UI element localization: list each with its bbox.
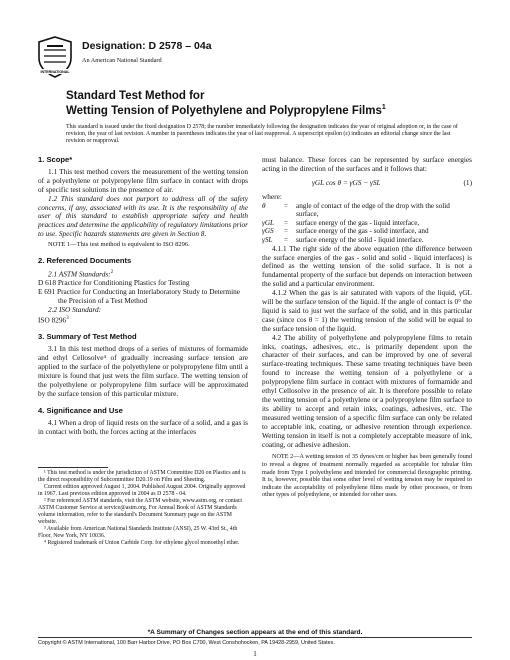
astm-logo-icon — [38, 36, 72, 78]
definition-sym: γSL — [262, 236, 273, 244]
section-2-heading: 2. Referenced Documents — [38, 256, 132, 266]
section-3-heading: 3. Summary of Test Method — [38, 332, 137, 342]
note-2: NOTE 2—A wetting tension of 35 dynes/cm or higher has been generally found to reveal a degree of treatment normally regarded as acceptable for tubular film made from Type 1 polyethylene and intended for commercial flexographic printing. It is, however, possible that some other level of wetting tension may be required to indicate the acceptability of polyethylene films made by other processes, or from other types of polyethylene, or intended for other uses. — [262, 453, 472, 499]
para-4-1-1: 4.1.1 The right side of the above equation (the difference between the surface energies of the gas - solid and solid - liquid interfaces) is defined as the wetting tension of the solid surface. It is not a fundamental property of the surface but depends on interaction between the solid and a particular environment. — [262, 243, 472, 289]
para-2-2: 2.2 ISO Standard: — [48, 305, 102, 315]
reference-d618: D 618 Practice for Conditioning Plastics for Testing — [38, 278, 190, 288]
definition-sym: θ — [262, 201, 266, 210]
left-column — [38, 156, 248, 436]
definition-eq: = — [284, 236, 289, 244]
para-4-1-2: 4.1.2 When the gas is air saturated with vapors of the liquid, γGL will be the surface tension of the liquid. If the angle of contact is 0° the liquid is said to just wet the surface of the solid, and in this particular case (since cos θ = 1) the wetting tension of the solid will be equal to the surface tension of the liquid. — [262, 288, 472, 333]
footer-divider — [38, 637, 472, 638]
footnote-1: ¹ This test method is under the jurisdiction of ASTM Committee D20 on Plastics and is the direct responsibility of Subcommittee D20.19 on Film and Sheeting. — [38, 470, 246, 483]
reference-iso8296: ISO 8296$^3$ — [38, 315, 69, 325]
footnote-4: ⁴ Registered trademark of Union Carbide Corp. for ethylene glycol monoethyl ether. — [44, 540, 240, 546]
definition-eq: = — [284, 227, 289, 236]
section-1-heading: 1. Scope* — [38, 155, 73, 164]
right-column — [262, 156, 472, 499]
designation: Designation: D 2578 – 04a — [82, 40, 212, 52]
definition-row — [262, 202, 472, 219]
page-number: 1 — [253, 650, 257, 658]
title-line1: Standard Test Method for — [66, 90, 205, 102]
note-1: NOTE 1—This test method is equivalent to ISO 8296. — [48, 241, 190, 249]
reference-e691: E 691 Practice for Conducting an Interlaboratory Study to Determine the Precision of a Test Method — [38, 287, 241, 306]
para-4-2: 4.2 The ability of polyethylene and polypropylene films to retain inks, coatings, adhesives, etc., is primarily dependent upon the character of their surfaces, and can be improved by one of several surface-treating techniques. These same treating techniques have been found to increase the wetting tension of a polyethylene or a polypropylene film surface in contact with mixtures of formamide and ethyl Cellosolve in the presence of air. It is therefore possible to relate the wetting tension of a polyethylene or a polypropylene film surface to its ability to accept and retain inks, coatings, adhesives, etc. The measured wetting tension of a specific film surface can only be related to acceptable ink, coating, or adhesive retention through experience. Wetting tension in itself is not a completely acceptable measure of ink, coating, or adhesive adhesion. — [262, 332, 472, 449]
definition-desc: surface energy of the gas - solid interface, and — [296, 227, 429, 236]
definitions-table — [262, 202, 472, 245]
definition-row — [262, 219, 472, 228]
footnote-3: ³ Available from American National Standards Institute (ANSI), 25 W. 43rd St., 4th Floor, New York, NY 10036. — [38, 526, 238, 539]
footnote-2: ² For referenced ASTM standards, visit the ASTM website, www.astm.org, or contact ASTM Customer Service at service@astm.org. For Annual Book of ASTM Standards volume information, refer to the standard's Document Summary page on the ASTM website. — [38, 498, 242, 525]
para-1-2: 1.2 This standard does not purport to address all of the safety concerns, if any, associated with its use. It is the responsibility of the user of this standard to establish appropriate safety and health practices and determine the applicability of regulatory limitations prior to use. Specific hazards statements are given in Section 8. — [38, 193, 248, 239]
reference-list — [38, 279, 248, 306]
definition-row — [262, 227, 472, 236]
para-3-1: 3.1 In this test method drops of a series of mixtures of formamide and ethyl Cellosolve⁴ of gradually increasing surface tension are applied to the surface of the polyethylene or polypropylene film until a mixture is found that just wets the film surface. The wetting tension of the polyethylene or polypropylene film surface will be approximated by the surface tension of this particular mixture. — [38, 344, 248, 398]
logo-text: INTERNATIONAL — [40, 70, 70, 74]
equation-1 — [262, 179, 472, 188]
para-1-1: 1.1 This test method covers the measurement of the wetting tension of a polyethylene or polypropylene film surface in contact with drops of specific test solutions in the presence of air. — [38, 166, 248, 194]
ansi-notice: An American National Standard — [82, 57, 162, 64]
para-4-1-cont: must balance. These forces can be represented by surface energies acting in the direction of the surfaces and it follows that: — [262, 155, 472, 173]
para-2-1: 2.1 ASTM Standards:$^2$ — [48, 269, 114, 279]
para-4-1: 4.1 When a drop of liquid rests on the surface of a solid, and a gas is in contact with both, the forces acting at the interfaces — [38, 417, 248, 436]
footnotes — [38, 467, 248, 547]
equation-number: (1) — [463, 177, 472, 187]
where-label: where: — [262, 191, 282, 201]
copyright: Copyright © ASTM International, 100 Barr Harbor Drive, PO Box C700, West Conshohocken, PA 19428-2959, United States. — [38, 640, 335, 646]
footnote-1b: Current edition approved August 1, 2004. Published August 2004. Originally approved in 1967. Last previous edition approved in 2004 as D 2578 - 04. — [38, 484, 246, 497]
section-4-heading: 4. Significance and Use — [38, 405, 123, 415]
footnote-rule — [38, 467, 108, 468]
title-line2: Wetting Tension of Polyethylene and Polypropylene Films$^1$ — [66, 104, 386, 117]
summary-of-changes-notice: *A Summary of Changes section appears at the end of this standard. — [147, 629, 363, 636]
definition-sym: γGS — [262, 227, 274, 236]
definition-desc: surface energy of the solid - liquid interface. — [296, 236, 424, 244]
definition-eq: = — [284, 201, 289, 210]
definition-eq: = — [284, 218, 289, 227]
definition-desc: surface energy of the gas - liquid interface, — [296, 218, 420, 227]
definition-desc: angle of contact of the edge of the drop with the solid surface, — [296, 201, 450, 219]
equation-text: γGL cos θ = γGS − γSL — [312, 177, 381, 187]
issued-statement: This standard is issued under the fixed designation D 2578; the number immediately following the designation indicates the year of original adoption or, in the case of revision, the year of last revision. A number in parentheses indicates the year of last reapproval. A superscript epsilon (ε) indicates an editorial change since the last revision or reapproval. — [66, 124, 458, 145]
definition-sym: γGL — [262, 218, 275, 227]
